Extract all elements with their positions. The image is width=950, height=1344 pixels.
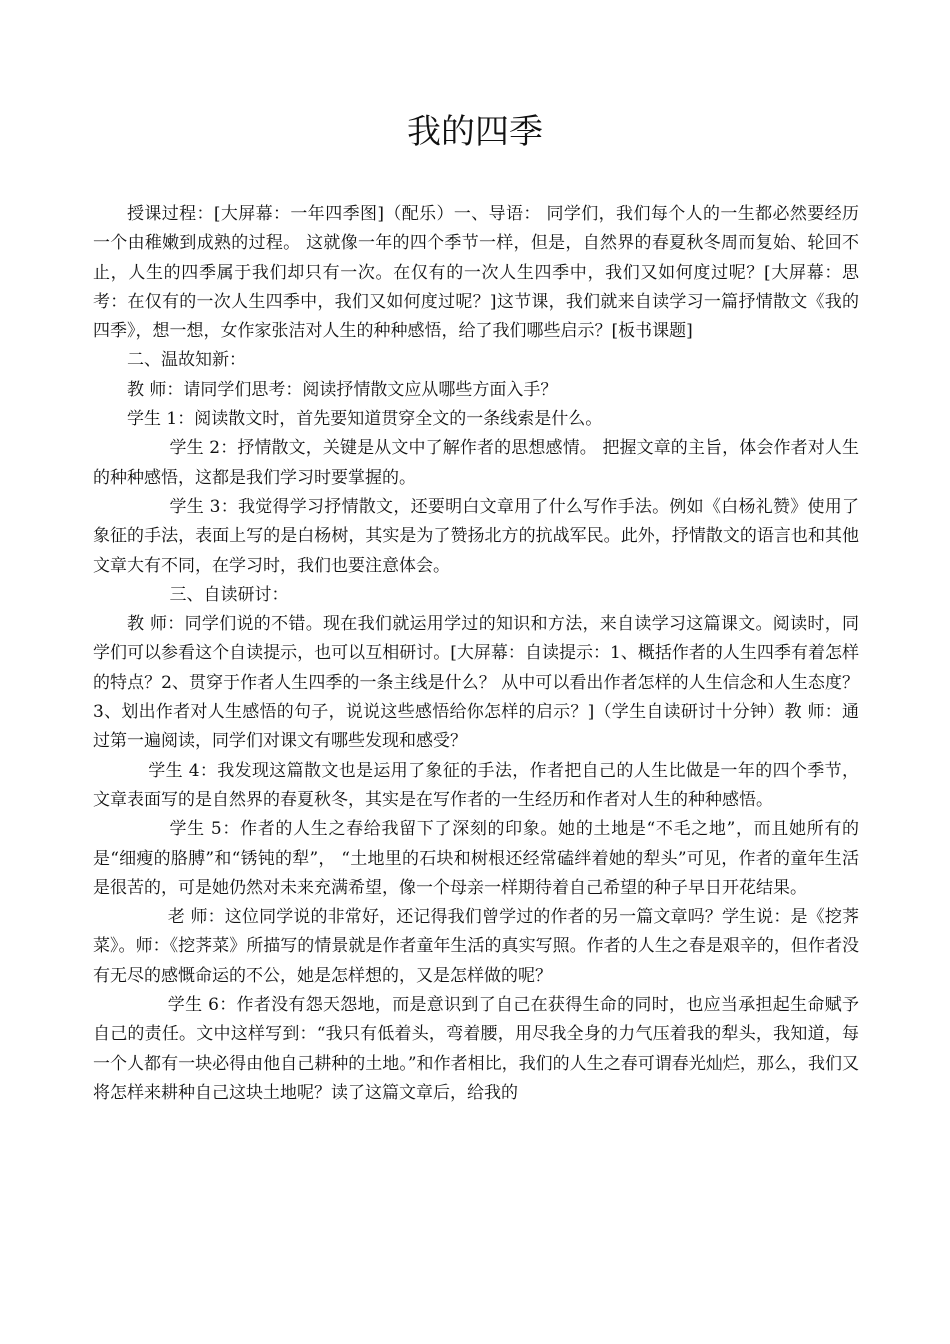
document-title: 我的四季 — [407, 112, 543, 152]
paragraph-student-3: 学生 3：我觉得学习抒情散文，还要明白文章用了什么写作手法。例如《白杨礼赞》使用了象征的手法，表面上写的是白杨树，其实是为了赞扬北方的抗战军民。此外，抒情散文的语言也和其他文章大有不同，在学习时，我们也要注意体会。 — [93, 496, 859, 576]
document-body — [93, 200, 859, 1108]
section-heading-self-study: 三、自读研讨： — [169, 584, 289, 605]
section-heading-review: 二、温故知新： — [127, 350, 246, 371]
paragraph-teacher-instructions: 教 师：同学们说的不错。现在我们就运用学过的知识和方法，来自读学习这篇课文。阅读时，同学们可以参看这个自读提示，也可以互相研讨。[大屏幕：自读提示：1、概括作者的人生四季有着怎样的特点？2、贯穿于作者人生四季的一条主线是什么？ 从中可以看出作者怎样的人生信念和人生态度？ 3、划出作者对人生感悟的句子，说说这些感悟给你怎样的启示？]（学生自读研讨十分钟）教 师：通过第一遍阅读，同学们对课文有哪些发现和感受？ — [93, 614, 859, 752]
paragraph-intro: 授课过程：[大屏幕：一年四季图]（配乐）一、导语： 同学们，我们每个人的一生都必然要经历一个由稚嫩到成熟的过程。 这就像一年的四个季节一样，但是，自然界的春夏秋冬周而复始、轮回不止，人生的四季属于我们却只有一次。在仅有的一次人生四季中，我们又如何度过呢？[大屏幕：思考：在仅有的一次人生四季中，我们又如何度过呢？]这节课，我们就来自读学习一篇抒情散文《我的四季》，想一想，女作家张洁对人生的种种感悟，给了我们哪些启示？[板书课题] — [93, 204, 859, 342]
paragraph-teacher-question: 教 师：请同学们思考：阅读抒情散文应从哪些方面入手？ — [127, 379, 558, 400]
paragraph-student-2: 学生 2：抒情散文，关键是从文中了解作者的思想感情。 把握文章的主旨，体会作者对人生的种种感悟，这都是我们学习时要掌握的。 — [93, 438, 859, 488]
paragraph-student-1: 学生 1：阅读散文时，首先要知道贯穿全文的一条线索是什么。 — [127, 409, 603, 430]
paragraph-teacher-comment: 老 师：这位同学说的非常好，还记得我们曾学过的作者的另一篇文章吗？学生说：是《挖荠菜》。师：《挖荠菜》所描写的情景就是作者童年生活的真实写照。作者的人生之春是艰辛的，但作者没有无尽的感慨命运的不公，她是怎样想的，又是怎样做的呢？ — [93, 907, 859, 986]
paragraph-student-5: 学生 5：作者的人生之春给我留下了深刻的印象。她的土地是“不毛之地”，而且她所有的是“细瘦的胳膊”和“锈钝的犁”， “土地里的石块和树根还经常磕绊着她的犁头”可见，作者的童年生活是很苦的，可是她仍然对未来充满希望，像一个母亲一样期待着自己希望的种子早日开花结果。 — [93, 819, 859, 898]
paragraph-student-4: 学生 4：我发现这篇散文也是运用了象征的手法，作者把自己的人生比做是一年的四个季节，文章表面写的是自然界的春夏秋冬，其实是在写作者的一生经历和作者对人生的种种感悟。 — [93, 760, 859, 810]
paragraph-student-6: 学生 6：作者没有怨天怨地，而是意识到了自己在获得生命的同时，也应当承担起生命赋予自己的责任。文中这样写到：“我只有低着头，弯着腰，用尽我全身的力气压着我的犁头，我知道，每一个人都有一块必得由他自己耕种的土地。”和作者相比，我们的人生之春可谓春光灿烂，那么，我们又将怎样来耕种自己这块土地呢？读了这篇文章后，给我的 — [93, 995, 859, 1103]
